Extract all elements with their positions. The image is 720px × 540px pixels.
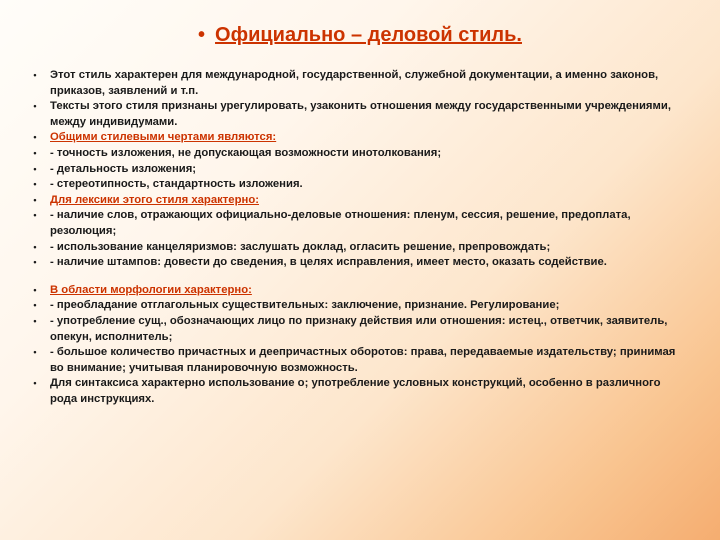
title-text: Официально – деловой стиль. (215, 24, 522, 46)
bullet-dot: • (33, 132, 37, 143)
list-item-text: - точность изложения, не допускающая возможности инотолкования; (50, 146, 442, 159)
list-item (30, 255, 690, 271)
list-item (30, 345, 690, 376)
list-item (30, 146, 690, 162)
bullet-list (30, 68, 690, 407)
list-item-text: Этот стиль характерен для международной, государственной, служебной документации, а именно законов, приказов, заявлений и т.п. (50, 69, 659, 97)
bullet-dot: • (33, 101, 37, 112)
list-item-text: Для лексики этого стиля характерно: (50, 193, 259, 206)
list-item-text: - большое количество причастных и деепричастных оборотов: права, передаваемые издательству; принимая во внимание; учитывая планировочную возможность. (50, 346, 676, 374)
list-item-text: - преобладание отглагольных существительных: заключение, признание. Регулирование; (50, 299, 560, 312)
list-item-text: Тексты этого стиля признаны урегулировать, узаконить отношения между государственными учреждениями, между индивидумами. (50, 100, 671, 128)
bullet-dot: • (33, 179, 37, 190)
list-item (30, 68, 690, 99)
list-item (30, 193, 690, 209)
list-item-text: - наличие штампов: довести до сведения, в целях исправления, имеет место, оказать содействие. (50, 256, 607, 269)
list-item (30, 162, 690, 178)
bullet-dot: • (33, 284, 37, 295)
bullet-dot: • (33, 257, 37, 268)
list-item-text: - стереотипность, стандартность изложения. (50, 178, 303, 191)
list-item-text: В области морфологии характерно: (50, 283, 252, 296)
bullet-dot: • (33, 194, 37, 205)
list-item (30, 376, 690, 407)
list-item (30, 99, 690, 130)
list-item-text: Для синтаксиса характерно использование о; употребление условных конструкций, особенно в различного рода инструкциях. (50, 377, 661, 405)
list-item (30, 177, 690, 193)
list-item (30, 298, 690, 314)
title-bullet: • (198, 24, 206, 46)
list-item (30, 208, 690, 239)
list-item-text: - употребление сущ., обозначающих лицо по признаку действия или отношения: истец., ответчик, заявитель, опекун, исполнитель; (50, 314, 668, 343)
list-item-text: - детальность изложения; (50, 162, 197, 175)
bullet-dot: • (33, 300, 37, 311)
list-item-text: - наличие слов, отражающих официально-деловые отношения: пленум, сессия, решение, предоплата, резолюция; (50, 209, 631, 237)
list-item (30, 130, 690, 146)
list-item-text: - использование канцеляризмов: заслушать доклад, огласить решение, препровождать; (50, 240, 551, 253)
bullet-dot: • (33, 147, 37, 158)
bullet-dot: • (33, 378, 37, 389)
list-item (30, 314, 690, 345)
list-item-text: Общими стилевыми чертами являются: (50, 131, 277, 144)
bullet-dot: • (33, 70, 37, 80)
list-item (30, 240, 690, 256)
list-item (30, 283, 690, 299)
bullet-dot: • (33, 347, 37, 358)
bullet-dot: • (33, 163, 37, 174)
bullet-dot: • (33, 315, 37, 326)
bullet-dot: • (33, 241, 37, 252)
bullet-dot: • (33, 210, 37, 221)
slide-title (0, 22, 720, 48)
